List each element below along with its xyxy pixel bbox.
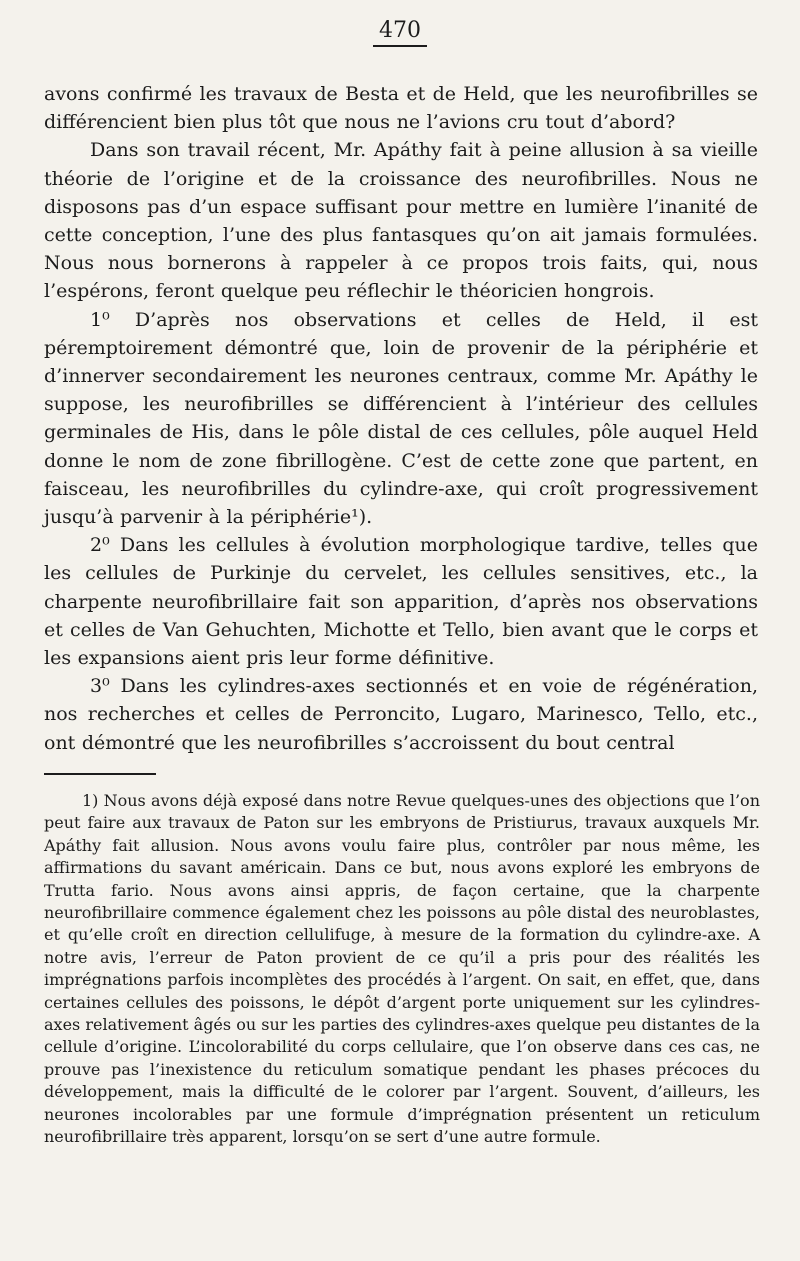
paragraph-point-1: 1⁰ D’après nos observations et celles de Held, il est péremptoirement démontré que, loin de provenir de la périphérie et d’innerver secondairement les neurones centraux, comme Mr. Apáthy le suppose, les neurofibrilles se différencient à l’intérieur des cellules germinales de His, dans le pôle distal de ces cellules, pôle auquel Held donne le nom de zone fibrillogène. C’est de cette zone que partent, en faisceau, les neurofibrilles du cylindre-axe, qui croît progressivement jusqu’à parvenir à la périphérie¹).: [44, 308, 758, 529]
footnote-separator: [44, 773, 156, 775]
paragraph-point-2: 2⁰ Dans les cellules à évolution morphologique tardive, telles que les cellules de Purkinje du cervelet, les cellules sensitives, etc., la charpente neurofibrillaire fait son apparition, d’après nos observations et celles de Van Gehuchten, Michotte et Tello, bien avant que le corps et les expansions aient pris leur forme définitive.: [44, 534, 758, 670]
footnote-text: 1) Nous avons déjà exposé dans notre Revue quelques-unes des objections que l’on peut faire aux travaux de Paton sur les embryons de Pristiurus, travaux auxquels Mr. Apáthy fait allusion. Nous avons voulu faire plus, contrôler par nous même, les affirmations du savant américain. Dans ce but, nous avons exploré les embryons de Trutta fario. Nous avons ainsi appris, de façon certaine, que la charpente neurofibrillaire commence également chez les poissons au pôle distal des neuroblastes, et qu’elle croît en direction cellulifuge, à mesure de la formation du cylindre-axe. A notre avis, l’erreur de Paton provient de ce qu’il a pris pour des réalités les imprégnations parfois incomplètes des procédés à l’argent. On sait, en effet, que, dans certaines cellules des poissons, le dépôt d’argent porte uniquement sur les cylindres-axes relativement âgés ou sur les parties des cylindres-axes quelque peu distantes de la cellule d’origine. L’incolorabilité du corps cellulaire, que l’on observe dans ces cas, ne prouve pas l’inexistence du reticulum somatique pendant les phases précoces du développement, mais la difficulté de le colorer par l’argent. Souvent, d’ailleurs, les neurones incolorables par une formule d’imprégnation présentent un reticulum neurofibrillaire très apparent, lorsqu’on se sert d’une autre formule.: [44, 791, 760, 1147]
footnote: [44, 790, 760, 1149]
paragraph-continuation: avons confirmé les travaux de Besta et de Held, que les neurofibrilles se différencient bien plus tôt que nous ne l’avions cru tout d’abord?: [44, 83, 758, 134]
page-number: [0, 18, 800, 44]
main-text: [44, 80, 758, 757]
paragraph-point-3: 3⁰ Dans les cylindres-axes sectionnés et en voie de régénération, nos recherches et celles de Perroncito, Lugaro, Marinesco, Tello, etc., ont démontré que les neurofibrilles s’accroissent du bout central: [44, 675, 758, 754]
paragraph-apathy-theory: Dans son travail récent, Mr. Apáthy fait à peine allusion à sa vieille théorie de l’origine et de la croissance des neurofibrilles. Nous ne disposons pas d’un espace suffisant pour mettre en lumière l’inanité de cette conception, l’une des plus fantasques qu’on ait jamais formulées. Nous nous bornerons à rappeler à ce propos trois faits, qui, nous l’espérons, feront quelque peu réflechir le théoricien hongrois.: [44, 139, 758, 303]
page-number-text: 470: [373, 18, 427, 47]
